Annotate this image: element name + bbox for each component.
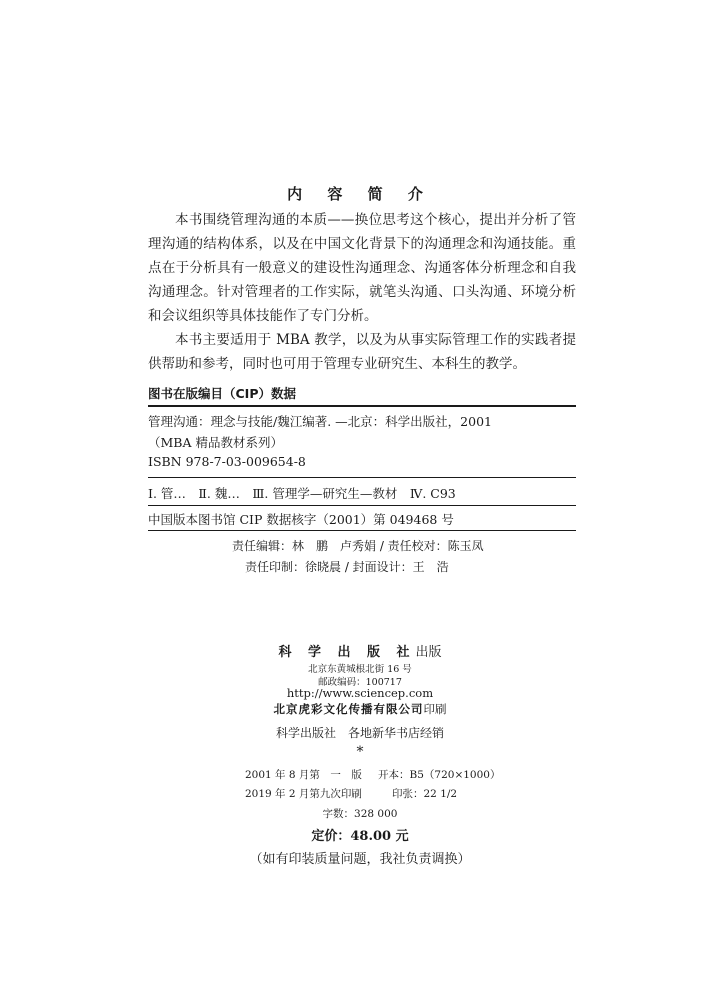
- publisher-address: 北京东黄城根北街 16 号: [308, 664, 412, 675]
- summary-paragraph: 本书主要适用于 MBA 教学，以及为从事实际管理工作的实践者提供帮助和参考，同时也可用于管理专业研究生、本科生的教学。: [148, 332, 576, 372]
- summary-body: [148, 208, 576, 376]
- publisher-postcode: 邮政编码：100717: [318, 677, 402, 688]
- divider: [148, 405, 576, 407]
- price: 定价：48.00 元: [311, 829, 409, 844]
- quality-note: （如有印装质量问题，我社负责调换）: [249, 852, 471, 867]
- publisher-name-text: 科 学 出 版 社: [278, 645, 416, 660]
- first-edition: 2001 年 8 月第 一 版: [245, 769, 362, 781]
- sheets: 印张：22 1/2: [392, 788, 458, 800]
- cip-line: ISBN 978-7-03-009654-8: [148, 454, 306, 469]
- editor-credits: 责任编辑：林 鹏 卢秀娟 / 责任校对：陈玉凤: [232, 539, 484, 553]
- separator-star: *: [356, 744, 364, 760]
- production-credits: 责任印制：徐晓晨 / 封面设计：王 浩: [245, 560, 449, 574]
- summary-title: 内 容 简 介: [287, 185, 433, 203]
- summary-paragraph: 本书围绕管理沟通的本质——换位思考这个核心，提出并分析了管理沟通的结构体系，以及在中国文化背景下的沟通理念和沟通技能。重点在于分析具有一般意义的建设性沟通理念、沟通客体分析理念和自我沟通理念。针对管理者的工作实际，就笔头沟通、口头沟通、环境分析和会议组织等具体技能作了专门分析。: [148, 212, 576, 324]
- cip-line: 管理沟通：理念与技能/魏江编著. —北京：科学出版社，2001: [148, 414, 492, 429]
- printer: [0, 701, 720, 717]
- divider: [148, 530, 576, 531]
- cip-heading: 图书在版编目（CIP）数据: [148, 386, 296, 401]
- word-count: 字数：328 000: [322, 808, 398, 820]
- format: 开本：B5（720×1000）: [378, 769, 501, 781]
- divider: [148, 477, 576, 478]
- distribution: 科学出版社 各地新华书店经销: [275, 726, 444, 740]
- cip-line: （MBA 精品教材系列）: [148, 435, 283, 450]
- printer-name: 北京虎彩文化传播有限公司: [273, 702, 424, 716]
- cip-record: 中国版本图书馆 CIP 数据核字（2001）第 049468 号: [148, 512, 454, 527]
- publisher-name: [0, 641, 720, 660]
- divider: [148, 505, 576, 506]
- publisher-url: http://www.sciencep.com: [286, 686, 434, 700]
- publisher-name-suffix: 出版: [415, 645, 442, 660]
- printer-suffix: 印刷: [423, 702, 447, 716]
- cip-classification: Ⅰ. 管… Ⅱ. 魏… Ⅲ. 管理学—研究生—教材 Ⅳ. C93: [148, 486, 456, 501]
- current-printing: 2019 年 2 月第九次印刷: [245, 788, 362, 800]
